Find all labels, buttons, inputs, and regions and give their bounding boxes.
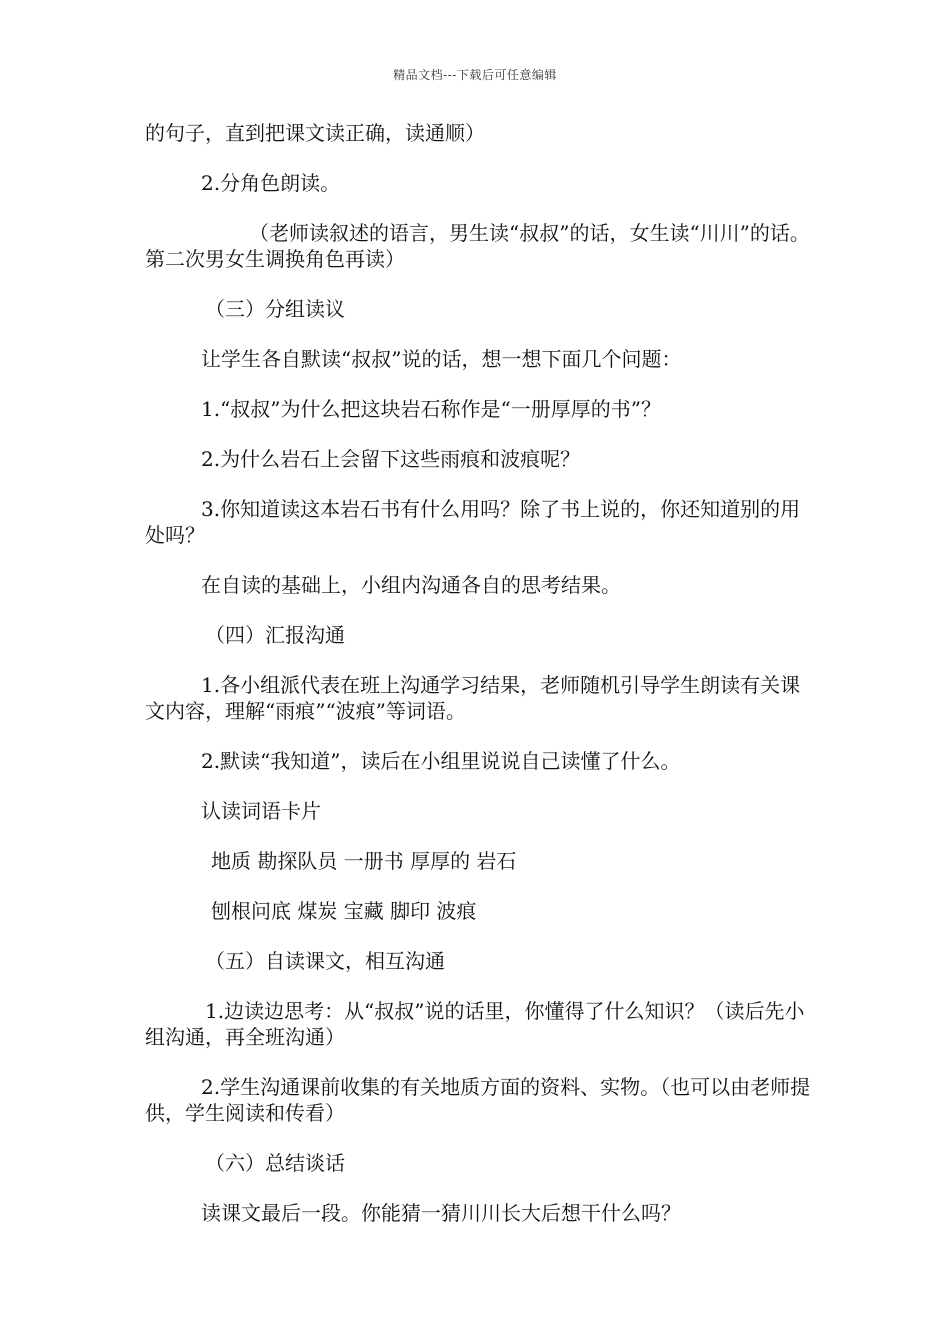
paragraph-report-1: 1.各小组派代表在班上沟通学习结果，老师随机引导学生朗读有关课文内容，理解“雨痕”“波痕”等词语。 [145, 673, 801, 723]
section-heading-5: （五）自读课文，相互沟通 [205, 949, 445, 973]
paragraph-continuation: 的句子，直到把课文读正确，读通顺） [145, 121, 485, 145]
word-cards-row-2: 刨根问底 煤炭 宝藏 脚印 波痕 [211, 899, 477, 923]
paragraph-self-read-1: 1.边读边思考：从“叔叔”说的话里，你懂得了什么知识？（读后先小组沟通，再全班沟通） [145, 999, 805, 1049]
paragraph-silent-read: 让学生各自默读“叔叔”说的话，想一想下面几个问题： [201, 347, 682, 371]
question-2: 2.为什么岩石上会留下这些雨痕和波痕呢？ [201, 447, 581, 471]
paragraph-role-reading: 2.分角色朗读。 [201, 171, 341, 195]
paragraph-group-share: 在自读的基础上，小组内沟通各自的思考结果。 [201, 573, 621, 597]
section-heading-6: （六）总结谈话 [205, 1151, 345, 1175]
paragraph-summary: 读课文最后一段。你能猜一猜川川长大后想干什么吗？ [201, 1201, 681, 1225]
paragraph-self-read-2: 2.学生沟通课前收集的有关地质方面的资料、实物。（也可以由老师提供，学生阅读和传看） [145, 1075, 811, 1125]
paragraph-role-note: （老师读叙述的语言，男生读“叔叔”的话，女生读“川川”的话。第二次男女生调换角色再读） [145, 221, 810, 271]
section-heading-3: （三）分组读议 [205, 297, 345, 321]
page-header: 精品文档---下载后可任意编辑 [393, 68, 557, 82]
paragraph-word-cards-title: 认读词语卡片 [201, 799, 321, 823]
word-cards-row-1: 地质 勘探队员 一册书 厚厚的 岩石 [211, 849, 517, 873]
paragraph-report-2: 2.默读“我知道”，读后在小组里说说自己读懂了什么。 [201, 749, 681, 773]
question-3: 3.你知道读这本岩石书有什么用吗？除了书上说的，你还知道别的用处吗？ [145, 497, 801, 547]
document-body [145, 120, 815, 1226]
section-heading-4: （四）汇报沟通 [205, 623, 345, 647]
question-1: 1.“叔叔”为什么把这块岩石称作是“一册厚厚的书”？ [201, 397, 661, 421]
